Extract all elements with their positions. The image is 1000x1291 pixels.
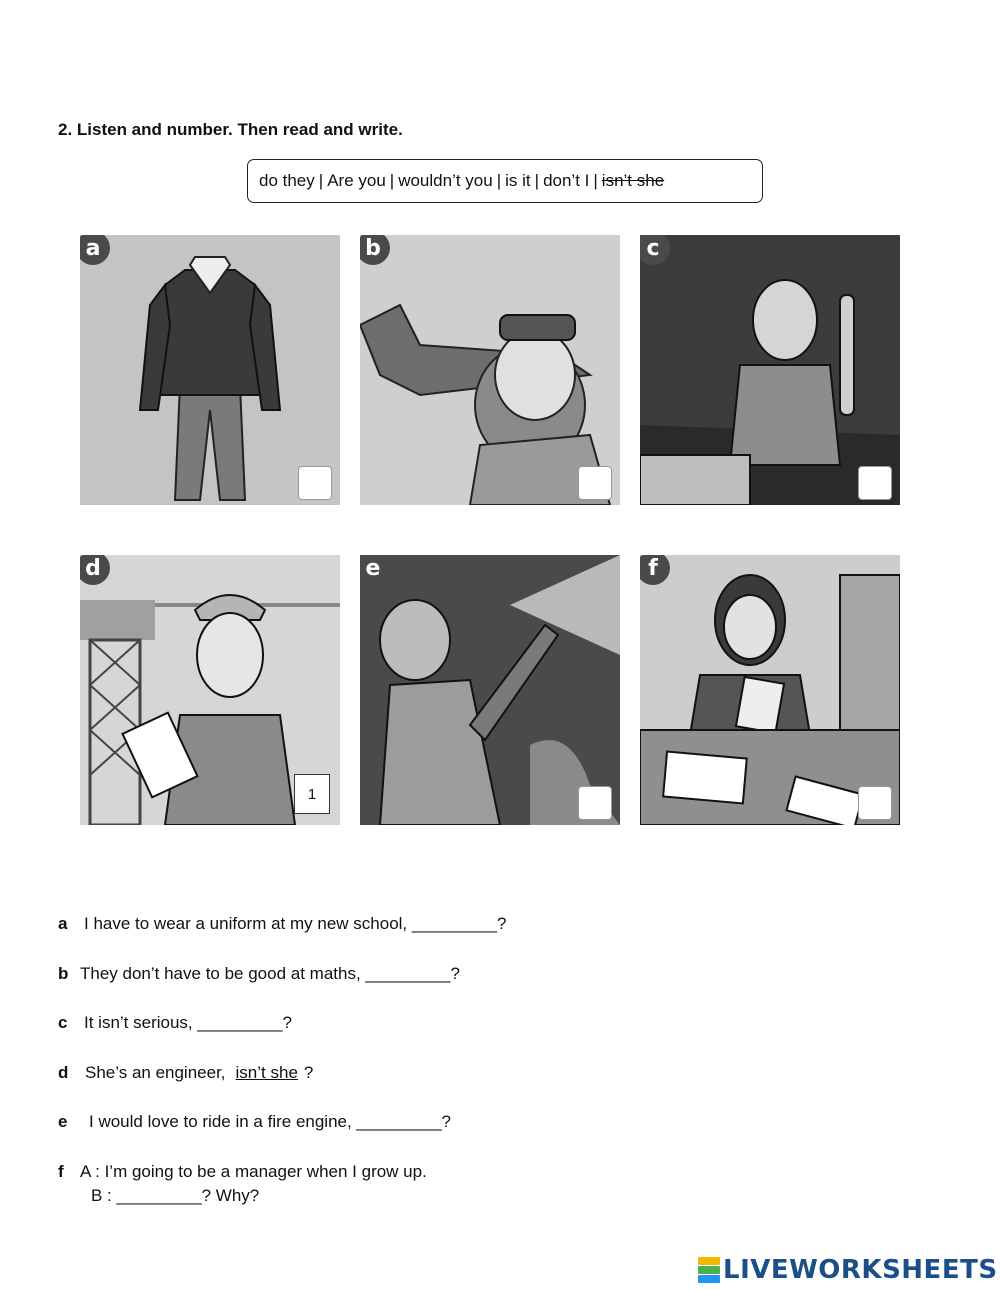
word-separator: |: [593, 171, 598, 190]
answer-filled[interactable]: isn’t she: [235, 1063, 298, 1082]
logo-bar-2: [698, 1266, 720, 1274]
answer-box-d[interactable]: 1: [294, 774, 330, 814]
picture-c-mechanic: [640, 235, 900, 505]
question-letter: d: [58, 1063, 69, 1082]
word-separator: |: [534, 171, 540, 190]
question-text[interactable]: It isn’t serious, _________?: [84, 1013, 292, 1032]
question-f: [58, 1162, 427, 1182]
word-option: do they: [259, 171, 315, 190]
word-box: [247, 159, 763, 203]
question-letter: a: [58, 914, 68, 933]
picture-b-pilot: [360, 235, 620, 505]
picture-f-manager: [640, 555, 900, 825]
panel-letter-badge: d: [80, 555, 110, 585]
question-letter: e: [58, 1112, 68, 1131]
question-text[interactable]: B : _________? Why?: [91, 1186, 260, 1205]
question-b: [58, 964, 460, 984]
picture-a-uniform: [80, 235, 340, 505]
liveworksheets-logo: [698, 1255, 998, 1285]
panel-letter-badge: b: [360, 235, 390, 265]
answer-box-b[interactable]: [578, 466, 612, 500]
question-letter: f: [58, 1162, 64, 1181]
question-text[interactable]: I would love to ride in a fire engine, _________?: [89, 1112, 451, 1131]
question-f-response[interactable]: [91, 1186, 259, 1206]
question-text: She’s an engineer,: [85, 1063, 226, 1082]
panel-letter-badge: c: [640, 235, 670, 265]
panel-letter-badge: f: [640, 555, 670, 585]
panel-letter-badge: e: [360, 555, 390, 585]
question-text: A : I’m going to be a manager when I grow up.: [80, 1162, 427, 1181]
word-separator: |: [389, 171, 395, 190]
answer-box-e[interactable]: [578, 786, 612, 820]
answer-box-a[interactable]: [298, 466, 332, 500]
picture-e-firefighter: [360, 555, 620, 825]
question-e: [58, 1112, 451, 1132]
word-option-used: isn’t she: [601, 171, 665, 190]
question-text[interactable]: I have to wear a uniform at my new school, _________?: [84, 914, 507, 933]
question-d: [58, 1063, 313, 1083]
logo-icon: [698, 1257, 720, 1283]
question-c: [58, 1013, 292, 1033]
logo-text: LIVEWORKSHEETS: [723, 1255, 998, 1285]
word-separator: |: [496, 171, 502, 190]
logo-bar-3: [698, 1275, 720, 1283]
word-separator: |: [318, 171, 324, 190]
word-option: wouldn’t you: [398, 171, 493, 190]
question-text[interactable]: They don’t have to be good at maths, _________?: [80, 964, 460, 983]
answer-box-f[interactable]: [858, 786, 892, 820]
word-option: don’t I: [543, 171, 590, 190]
question-letter: c: [58, 1013, 68, 1032]
exercise-title: 2. Listen and number. Then read and write.: [58, 120, 403, 139]
question-letter: b: [58, 964, 69, 983]
question-a: [58, 914, 506, 934]
logo-bar-1: [698, 1257, 720, 1265]
question-end: ?: [303, 1063, 314, 1082]
word-option: Are you: [327, 171, 386, 190]
picture-d-engineer: [80, 555, 340, 825]
answer-box-c[interactable]: [858, 466, 892, 500]
word-option: is it: [505, 171, 531, 190]
panel-letter-badge: a: [80, 235, 110, 265]
